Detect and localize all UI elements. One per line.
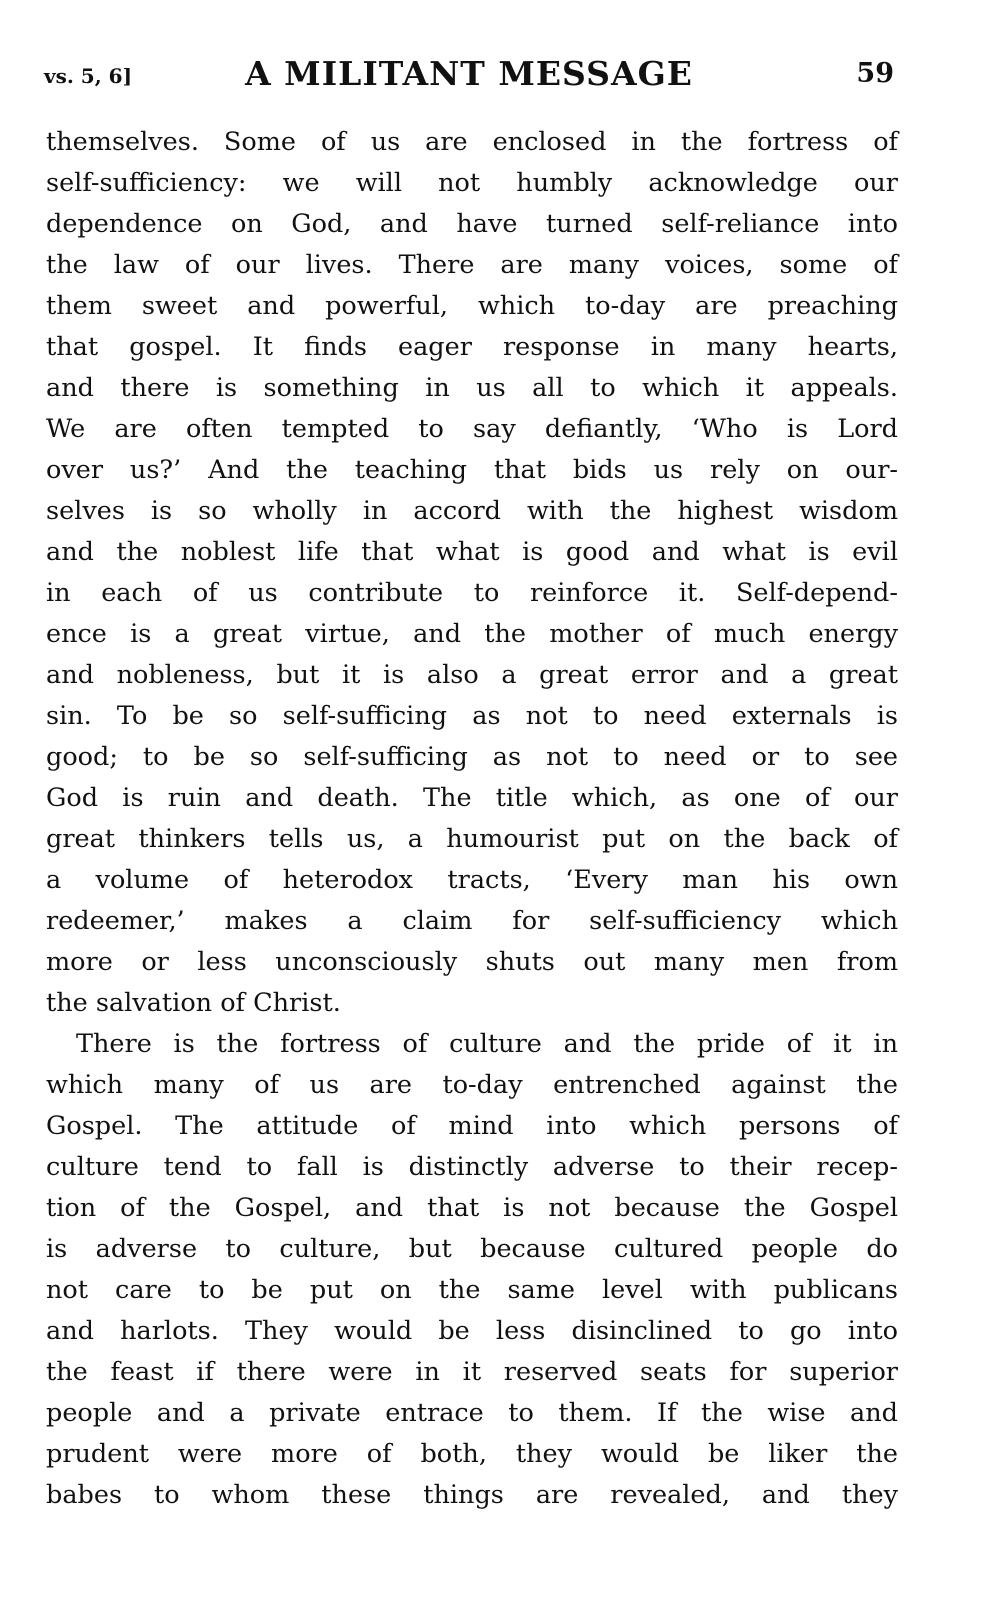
page-title: A MILITANT MESSAGE — [245, 54, 693, 93]
text-line: redeemer,’ makes a claim for self-sufficiency which — [46, 906, 898, 936]
running-head — [44, 50, 894, 94]
text-line: themselves. Some of us are enclosed in the fortress of — [46, 127, 898, 157]
paragraph-2 — [46, 1024, 898, 1516]
text-line: babes to whom these things are revealed, and they — [46, 1480, 898, 1510]
text-line: a volume of heterodox tracts, ‘Every man his own — [46, 865, 898, 895]
body-text — [46, 122, 898, 1516]
text-line: ence is a great virtue, and the mother of much energy — [46, 619, 898, 649]
text-line: self-sufficiency: we will not humbly acknowledge our — [46, 168, 898, 198]
text-line: people and a private entrace to them. If the wise and — [46, 1398, 898, 1428]
text-line: great thinkers tells us, a humourist put on the back of — [46, 824, 898, 854]
text-line: more or less unconsciously shuts out many men from — [46, 947, 898, 977]
text-line: dependence on God, and have turned self-reliance into — [46, 209, 898, 239]
text-line: selves is so wholly in accord with the highest wisdom — [46, 496, 898, 526]
text-line: not care to be put on the same level with publicans — [46, 1275, 898, 1305]
text-line: and harlots. They would be less disinclined to go into — [46, 1316, 898, 1346]
text-line: and nobleness, but it is also a great error and a great — [46, 660, 898, 690]
text-line: and the noblest life that what is good and what is evil — [46, 537, 898, 567]
text-line: There is the fortress of culture and the pride of it in — [76, 1029, 898, 1059]
text-line: them sweet and powerful, which to-day are preaching — [46, 291, 898, 321]
text-line: is adverse to culture, but because cultured people do — [46, 1234, 898, 1264]
text-line: tion of the Gospel, and that is not because the Gospel — [46, 1193, 898, 1223]
text-line: which many of us are to-day entrenched against the — [46, 1070, 898, 1100]
page-number: 59 — [856, 58, 894, 89]
text-line: good; to be so self-sufficing as not to need or to see — [46, 742, 898, 772]
text-line: that gospel. It finds eager response in many hearts, — [46, 332, 898, 362]
text-line: the feast if there were in it reserved seats for superior — [46, 1357, 898, 1387]
text-line: prudent were more of both, they would be liker the — [46, 1439, 898, 1469]
text-line: God is ruin and death. The title which, as one of our — [46, 783, 898, 813]
text-line: the law of our lives. There are many voices, some of — [46, 250, 898, 280]
paragraph-1 — [46, 122, 898, 1024]
text-line: culture tend to fall is distinctly adverse to their recep- — [46, 1152, 898, 1182]
text-line: in each of us contribute to reinforce it. Self-depend- — [46, 578, 898, 608]
text-line: sin. To be so self-sufficing as not to need externals is — [46, 701, 898, 731]
text-line: over us?’ And the teaching that bids us rely on our- — [46, 455, 898, 485]
text-line: We are often tempted to say defiantly, ‘Who is Lord — [46, 414, 898, 444]
text-line: and there is something in us all to which it appeals. — [46, 373, 898, 403]
text-line: the salvation of Christ. — [46, 988, 341, 1018]
verse-reference: vs. 5, 6] — [44, 64, 133, 88]
text-line: Gospel. The attitude of mind into which persons of — [46, 1111, 898, 1141]
